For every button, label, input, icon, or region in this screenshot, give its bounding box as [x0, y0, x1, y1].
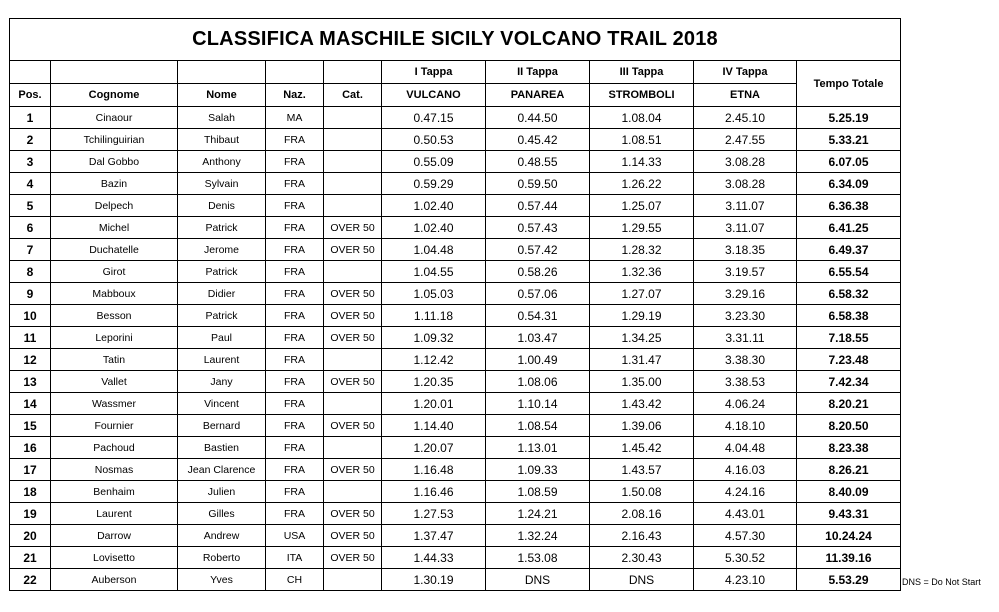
cell-surname: Delpech	[51, 195, 178, 217]
cell-stage-1-time: 1.11.18	[382, 305, 486, 327]
table-row	[10, 459, 901, 481]
cell-position: 7	[10, 239, 51, 261]
cell-category: OVER 50	[324, 305, 382, 327]
cell-stage-4-time: 4.43.01	[694, 503, 797, 525]
header-stage-4-place: ETNA	[694, 84, 797, 107]
cell-stage-2-time: 0.58.26	[486, 261, 590, 283]
cell-nationality: FRA	[266, 415, 324, 437]
cell-surname: Auberson	[51, 569, 178, 591]
cell-stage-2-time: 0.44.50	[486, 107, 590, 129]
cell-stage-3-time: 1.29.55	[590, 217, 694, 239]
cell-total-time: 8.20.21	[797, 393, 901, 415]
cell-stage-4-time: 4.57.30	[694, 525, 797, 547]
cell-surname: Nosmas	[51, 459, 178, 481]
cell-stage-1-time: 0.55.09	[382, 151, 486, 173]
table-row	[10, 305, 901, 327]
cell-stage-3-time: 1.29.19	[590, 305, 694, 327]
cell-category: OVER 50	[324, 239, 382, 261]
cell-category	[324, 569, 382, 591]
cell-surname: Pachoud	[51, 437, 178, 459]
cell-category: OVER 50	[324, 525, 382, 547]
cell-position: 6	[10, 217, 51, 239]
cell-stage-1-time: 1.05.03	[382, 283, 486, 305]
cell-category: OVER 50	[324, 459, 382, 481]
cell-first-name: Sylvain	[178, 173, 266, 195]
cell-total-time: 7.42.34	[797, 371, 901, 393]
cell-position: 4	[10, 173, 51, 195]
cell-stage-3-time: 2.30.43	[590, 547, 694, 569]
table-row	[10, 239, 901, 261]
cell-total-time: 5.33.21	[797, 129, 901, 151]
header-blank	[178, 61, 266, 84]
cell-stage-2-time: 1.32.24	[486, 525, 590, 547]
table-row	[10, 173, 901, 195]
cell-stage-1-time: 1.16.46	[382, 481, 486, 503]
cell-total-time: 8.23.38	[797, 437, 901, 459]
cell-total-time: 8.20.50	[797, 415, 901, 437]
table-row	[10, 349, 901, 371]
cell-stage-3-time: 1.14.33	[590, 151, 694, 173]
cell-stage-4-time: 3.08.28	[694, 151, 797, 173]
cell-surname: Dal Gobbo	[51, 151, 178, 173]
dns-legend-note: DNS = Do Not Start	[902, 577, 981, 587]
cell-stage-3-time: 1.50.08	[590, 481, 694, 503]
table-row	[10, 415, 901, 437]
cell-surname: Cinaour	[51, 107, 178, 129]
cell-category	[324, 437, 382, 459]
cell-stage-1-time: 0.47.15	[382, 107, 486, 129]
header-blank	[51, 61, 178, 84]
cell-surname: Benhaim	[51, 481, 178, 503]
cell-stage-3-time: 2.16.43	[590, 525, 694, 547]
table-row	[10, 129, 901, 151]
cell-position: 8	[10, 261, 51, 283]
cell-position: 11	[10, 327, 51, 349]
header-blank	[10, 61, 51, 84]
cell-stage-3-time: 1.08.04	[590, 107, 694, 129]
cell-first-name: Thibaut	[178, 129, 266, 151]
cell-surname: Besson	[51, 305, 178, 327]
cell-surname: Fournier	[51, 415, 178, 437]
cell-position: 18	[10, 481, 51, 503]
header-category: Cat.	[324, 84, 382, 107]
cell-first-name: Bernard	[178, 415, 266, 437]
cell-category: OVER 50	[324, 415, 382, 437]
cell-nationality: FRA	[266, 459, 324, 481]
cell-stage-3-time: 1.08.51	[590, 129, 694, 151]
header-stage-1-place: VULCANO	[382, 84, 486, 107]
cell-category	[324, 481, 382, 503]
cell-stage-2-time: 1.08.54	[486, 415, 590, 437]
cell-position: 15	[10, 415, 51, 437]
header-stage-2-label: II Tappa	[486, 61, 590, 84]
cell-stage-1-time: 1.02.40	[382, 217, 486, 239]
cell-position: 1	[10, 107, 51, 129]
cell-first-name: Anthony	[178, 151, 266, 173]
table-row	[10, 261, 901, 283]
cell-stage-1-time: 1.14.40	[382, 415, 486, 437]
cell-first-name: Paul	[178, 327, 266, 349]
cell-position: 9	[10, 283, 51, 305]
cell-stage-1-time: 1.44.33	[382, 547, 486, 569]
cell-nationality: FRA	[266, 327, 324, 349]
header-stage-4-label: IV Tappa	[694, 61, 797, 84]
cell-stage-4-time: 2.47.55	[694, 129, 797, 151]
cell-stage-4-time: 5.30.52	[694, 547, 797, 569]
cell-stage-3-time: 1.45.42	[590, 437, 694, 459]
cell-stage-3-time: 1.26.22	[590, 173, 694, 195]
cell-total-time: 11.39.16	[797, 547, 901, 569]
cell-nationality: FRA	[266, 217, 324, 239]
cell-stage-4-time: 3.18.35	[694, 239, 797, 261]
cell-category: OVER 50	[324, 327, 382, 349]
cell-first-name: Bastien	[178, 437, 266, 459]
cell-surname: Darrow	[51, 525, 178, 547]
cell-total-time: 5.25.19	[797, 107, 901, 129]
table-row	[10, 195, 901, 217]
cell-nationality: FRA	[266, 151, 324, 173]
cell-total-time: 7.18.55	[797, 327, 901, 349]
cell-stage-1-time: 1.04.55	[382, 261, 486, 283]
cell-total-time: 6.58.32	[797, 283, 901, 305]
cell-first-name: Jean Clarence	[178, 459, 266, 481]
cell-first-name: Laurent	[178, 349, 266, 371]
cell-stage-2-time: 1.24.21	[486, 503, 590, 525]
header-stage-3-place: STROMBOLI	[590, 84, 694, 107]
cell-position: 5	[10, 195, 51, 217]
table-row	[10, 327, 901, 349]
cell-total-time: 6.49.37	[797, 239, 901, 261]
cell-stage-4-time: 3.38.30	[694, 349, 797, 371]
cell-stage-1-time: 1.16.48	[382, 459, 486, 481]
cell-stage-1-time: 1.20.01	[382, 393, 486, 415]
header-position: Pos.	[10, 84, 51, 107]
cell-stage-1-time: 1.02.40	[382, 195, 486, 217]
cell-stage-4-time: 4.18.10	[694, 415, 797, 437]
cell-position: 13	[10, 371, 51, 393]
cell-total-time: 9.43.31	[797, 503, 901, 525]
page-title: CLASSIFICA MASCHILE SICILY VOLCANO TRAIL 2018	[10, 19, 901, 61]
cell-surname: Vallet	[51, 371, 178, 393]
table-row	[10, 569, 901, 591]
cell-category: OVER 50	[324, 547, 382, 569]
cell-stage-2-time: DNS	[486, 569, 590, 591]
cell-surname: Laurent	[51, 503, 178, 525]
cell-position: 14	[10, 393, 51, 415]
cell-first-name: Didier	[178, 283, 266, 305]
cell-category	[324, 107, 382, 129]
cell-first-name: Jerome	[178, 239, 266, 261]
cell-category: OVER 50	[324, 371, 382, 393]
cell-stage-1-time: 1.37.47	[382, 525, 486, 547]
cell-first-name: Patrick	[178, 261, 266, 283]
cell-position: 2	[10, 129, 51, 151]
cell-stage-4-time: 4.23.10	[694, 569, 797, 591]
cell-stage-3-time: 1.34.25	[590, 327, 694, 349]
cell-nationality: FRA	[266, 305, 324, 327]
cell-surname: Michel	[51, 217, 178, 239]
header-stage-2-place: PANAREA	[486, 84, 590, 107]
cell-stage-4-time: 3.19.57	[694, 261, 797, 283]
cell-position: 22	[10, 569, 51, 591]
header-blank	[324, 61, 382, 84]
cell-stage-2-time: 1.09.33	[486, 459, 590, 481]
cell-stage-4-time: 4.16.03	[694, 459, 797, 481]
table-row	[10, 547, 901, 569]
cell-category	[324, 129, 382, 151]
cell-stage-3-time: 1.28.32	[590, 239, 694, 261]
cell-nationality: FRA	[266, 481, 324, 503]
cell-position: 16	[10, 437, 51, 459]
cell-first-name: Patrick	[178, 305, 266, 327]
cell-stage-4-time: 4.06.24	[694, 393, 797, 415]
cell-surname: Lovisetto	[51, 547, 178, 569]
header-nationality: Naz.	[266, 84, 324, 107]
table-row	[10, 525, 901, 547]
cell-stage-2-time: 1.13.01	[486, 437, 590, 459]
cell-first-name: Gilles	[178, 503, 266, 525]
cell-position: 12	[10, 349, 51, 371]
cell-nationality: FRA	[266, 195, 324, 217]
cell-total-time: 7.23.48	[797, 349, 901, 371]
cell-stage-2-time: 1.53.08	[486, 547, 590, 569]
cell-stage-2-time: 1.08.06	[486, 371, 590, 393]
cell-position: 19	[10, 503, 51, 525]
cell-nationality: FRA	[266, 173, 324, 195]
cell-total-time: 6.41.25	[797, 217, 901, 239]
cell-first-name: Patrick	[178, 217, 266, 239]
cell-nationality: MA	[266, 107, 324, 129]
cell-stage-4-time: 3.38.53	[694, 371, 797, 393]
cell-total-time: 6.07.05	[797, 151, 901, 173]
cell-total-time: 6.34.09	[797, 173, 901, 195]
cell-first-name: Julien	[178, 481, 266, 503]
cell-surname: Tchilinguirian	[51, 129, 178, 151]
cell-position: 17	[10, 459, 51, 481]
table-row	[10, 283, 901, 305]
cell-position: 21	[10, 547, 51, 569]
cell-total-time: 6.58.38	[797, 305, 901, 327]
cell-surname: Bazin	[51, 173, 178, 195]
table-row	[10, 393, 901, 415]
cell-stage-1-time: 1.20.35	[382, 371, 486, 393]
cell-first-name: Jany	[178, 371, 266, 393]
cell-stage-3-time: 1.35.00	[590, 371, 694, 393]
cell-nationality: FRA	[266, 283, 324, 305]
header-stage-3-label: III Tappa	[590, 61, 694, 84]
cell-stage-2-time: 0.59.50	[486, 173, 590, 195]
cell-surname: Girot	[51, 261, 178, 283]
cell-surname: Duchatelle	[51, 239, 178, 261]
cell-first-name: Andrew	[178, 525, 266, 547]
cell-nationality: FRA	[266, 261, 324, 283]
cell-position: 20	[10, 525, 51, 547]
cell-nationality: FRA	[266, 349, 324, 371]
cell-total-time: 8.40.09	[797, 481, 901, 503]
cell-stage-2-time: 0.57.44	[486, 195, 590, 217]
cell-stage-4-time: 4.24.16	[694, 481, 797, 503]
cell-total-time: 10.24.24	[797, 525, 901, 547]
cell-category	[324, 195, 382, 217]
cell-stage-2-time: 1.08.59	[486, 481, 590, 503]
cell-nationality: FRA	[266, 239, 324, 261]
cell-stage-3-time: 2.08.16	[590, 503, 694, 525]
cell-stage-1-time: 1.30.19	[382, 569, 486, 591]
table-row	[10, 217, 901, 239]
cell-stage-2-time: 1.00.49	[486, 349, 590, 371]
cell-total-time: 8.26.21	[797, 459, 901, 481]
cell-surname: Mabboux	[51, 283, 178, 305]
cell-stage-4-time: 3.11.07	[694, 217, 797, 239]
cell-stage-2-time: 0.45.42	[486, 129, 590, 151]
header-first-name: Nome	[178, 84, 266, 107]
cell-category: OVER 50	[324, 503, 382, 525]
cell-nationality: FRA	[266, 129, 324, 151]
cell-total-time: 5.53.29	[797, 569, 901, 591]
cell-first-name: Yves	[178, 569, 266, 591]
cell-stage-2-time: 0.57.42	[486, 239, 590, 261]
cell-stage-2-time: 0.54.31	[486, 305, 590, 327]
table-row	[10, 481, 901, 503]
table-row	[10, 371, 901, 393]
results-table	[9, 18, 901, 591]
cell-category	[324, 173, 382, 195]
cell-first-name: Denis	[178, 195, 266, 217]
cell-stage-3-time: 1.31.47	[590, 349, 694, 371]
cell-nationality: FRA	[266, 437, 324, 459]
cell-stage-4-time: 3.29.16	[694, 283, 797, 305]
cell-total-time: 6.36.38	[797, 195, 901, 217]
cell-stage-1-time: 1.27.53	[382, 503, 486, 525]
cell-stage-4-time: 3.08.28	[694, 173, 797, 195]
cell-stage-3-time: 1.32.36	[590, 261, 694, 283]
cell-stage-1-time: 0.50.53	[382, 129, 486, 151]
cell-stage-4-time: 3.23.30	[694, 305, 797, 327]
cell-first-name: Salah	[178, 107, 266, 129]
table-row	[10, 151, 901, 173]
header-blank	[266, 61, 324, 84]
cell-stage-4-time: 3.31.11	[694, 327, 797, 349]
cell-stage-3-time: 1.43.42	[590, 393, 694, 415]
header-total-time: Tempo Totale	[797, 61, 901, 107]
cell-stage-4-time: 3.11.07	[694, 195, 797, 217]
cell-stage-2-time: 0.57.43	[486, 217, 590, 239]
cell-stage-3-time: DNS	[590, 569, 694, 591]
cell-stage-3-time: 1.43.57	[590, 459, 694, 481]
cell-category	[324, 393, 382, 415]
cell-category: OVER 50	[324, 283, 382, 305]
cell-stage-3-time: 1.27.07	[590, 283, 694, 305]
cell-position: 3	[10, 151, 51, 173]
cell-surname: Tatin	[51, 349, 178, 371]
cell-stage-2-time: 0.48.55	[486, 151, 590, 173]
table-row	[10, 437, 901, 459]
table-row	[10, 503, 901, 525]
cell-category: OVER 50	[324, 217, 382, 239]
cell-nationality: FRA	[266, 371, 324, 393]
cell-position: 10	[10, 305, 51, 327]
cell-stage-1-time: 1.12.42	[382, 349, 486, 371]
cell-stage-1-time: 1.04.48	[382, 239, 486, 261]
cell-surname: Wassmer	[51, 393, 178, 415]
cell-nationality: CH	[266, 569, 324, 591]
cell-nationality: ITA	[266, 547, 324, 569]
table-row	[10, 107, 901, 129]
cell-total-time: 6.55.54	[797, 261, 901, 283]
cell-stage-3-time: 1.39.06	[590, 415, 694, 437]
header-surname: Cognome	[51, 84, 178, 107]
cell-category	[324, 151, 382, 173]
cell-nationality: USA	[266, 525, 324, 547]
cell-category	[324, 349, 382, 371]
cell-stage-2-time: 1.03.47	[486, 327, 590, 349]
cell-first-name: Vincent	[178, 393, 266, 415]
cell-category	[324, 261, 382, 283]
cell-stage-1-time: 0.59.29	[382, 173, 486, 195]
cell-stage-4-time: 2.45.10	[694, 107, 797, 129]
cell-first-name: Roberto	[178, 547, 266, 569]
header-stage-1-label: I Tappa	[382, 61, 486, 84]
cell-nationality: FRA	[266, 503, 324, 525]
cell-nationality: FRA	[266, 393, 324, 415]
cell-stage-4-time: 4.04.48	[694, 437, 797, 459]
cell-stage-2-time: 1.10.14	[486, 393, 590, 415]
cell-surname: Leporini	[51, 327, 178, 349]
cell-stage-1-time: 1.20.07	[382, 437, 486, 459]
cell-stage-1-time: 1.09.32	[382, 327, 486, 349]
cell-stage-3-time: 1.25.07	[590, 195, 694, 217]
cell-stage-2-time: 0.57.06	[486, 283, 590, 305]
